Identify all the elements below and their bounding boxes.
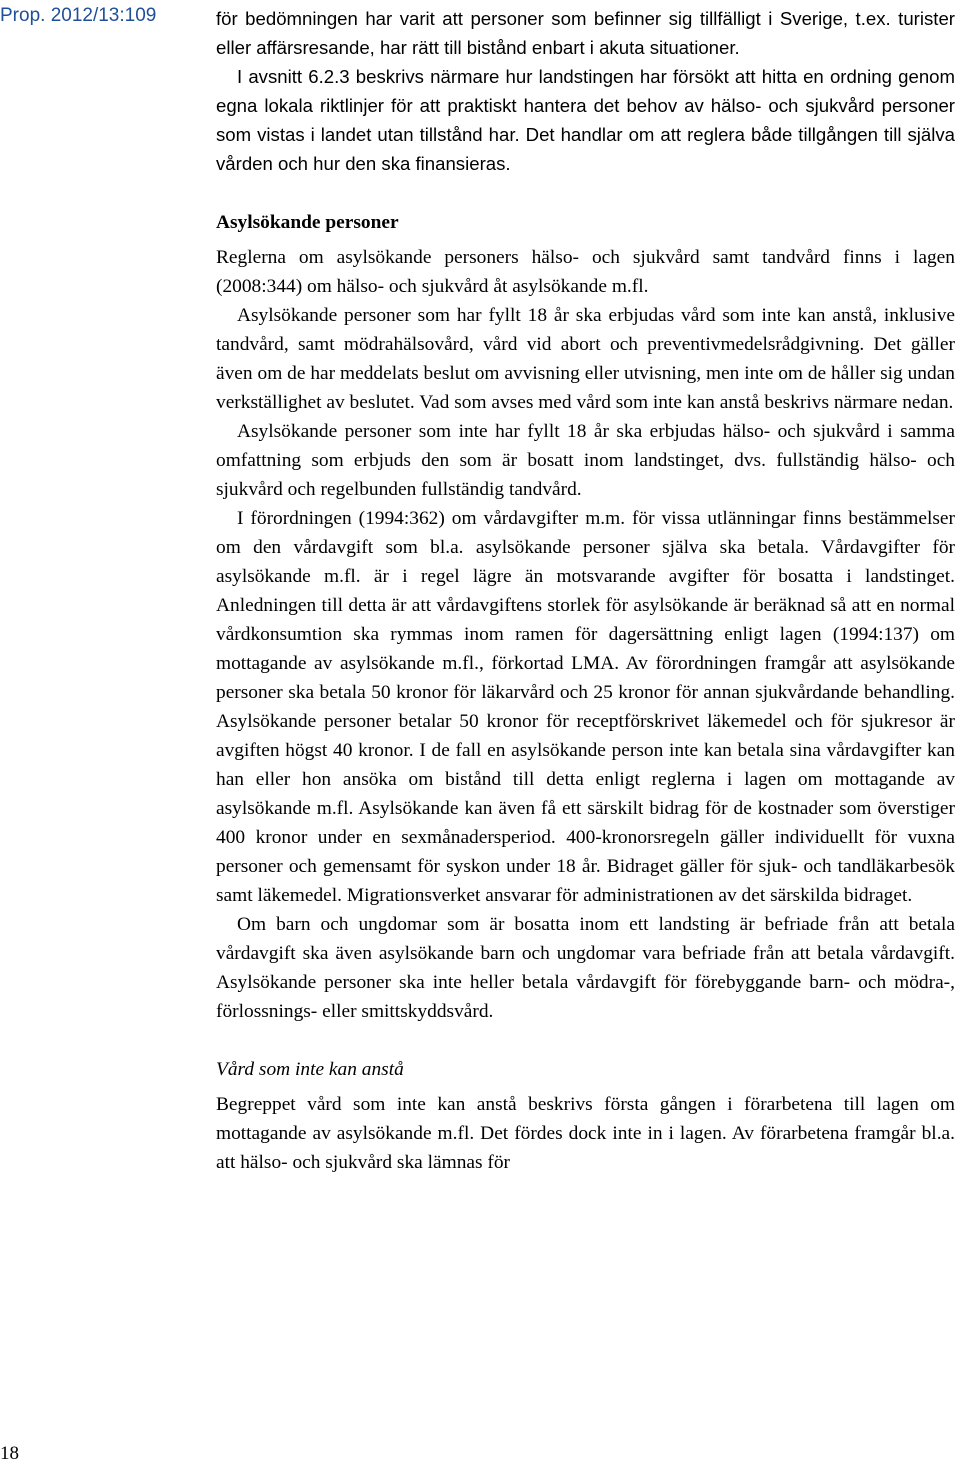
paragraph-continuation: för bedömningen har varit att personer som befinner sig tillfälligt i Sverige, t.ex. turister eller affärsresande, har rätt till bistånd enbart i akuta situationer.: [216, 8, 955, 58]
paragraph: Asylsökande personer som har fyllt 18 år ska erbjudas vård som inte kan anstå, inklusive tandvård, samt mödrahälsovård, vård vid abort och preventivmedelsrådgivning. Det gäller även om de har meddelats beslut om avvisning eller utvisning, men inte om de håller sig undan verkställighet av beslutet. Vad som avses med vård som inte kan anstå beskrivs närmare nedan.: [216, 305, 955, 413]
paragraph-section-reference: I avsnitt 6.2.3 beskrivs närmare hur landstingen har försökt att hitta en ordning genom egna lokala riktlinjer för att praktiskt hantera det behov av hälso- och sjukvård personer som vistas i landet utan tillstånd har. Det handlar om att reglera både tillgången till själva vården och hur den ska finansieras.: [216, 66, 955, 174]
paragraph: Asylsökande personer som inte har fyllt 18 år ska erbjudas hälso- och sjukvård i samma omfattning som erbjuds den som är bosatt inom landstinget, dvs. fullständig hälso- och sjukvård och regelbunden fullständig tandvård.: [216, 421, 955, 500]
paragraph: Reglerna om asylsökande personers hälso- och sjukvård samt tandvård finns i lagen (2008:344) om hälso- och sjukvård åt asylsökande m.fl.: [216, 247, 955, 297]
paragraph: I förordningen (1994:362) om vårdavgifter m.m. för vissa utlänningar finns bestämmelser om den vårdavgift som bl.a. asylsökande personer själva ska betala. Vårdavgifter för asylsökande m.fl. är i regel lägre än motsvarande avgifter för bosatta i landstinget. Anledningen till detta är att vårdavgiftens storlek för asylsökande är beräknad så att en normal vårdkonsumtion ska rymmas inom ramen för dagersättning enligt lagen (1994:137) om mottagande av asylsökande m.fl., förkortad LMA. Av förordningen framgår att asylsökande personer ska betala 50 kronor för läkarvård och 25 kronor för annan sjukvårdande behandling. Asylsökande personer betalar 50 kronor för receptförskrivet läkemedel och för sjukresor är avgiften högst 40 kronor. I de fall en asylsökande person inte kan betala sina vårdavgifter kan han eller hon ansöka om bistånd till detta enligt reglerna i lagen om mottagande av asylsökande m.fl. Asylsökande kan även få ett särskilt bidrag för de kostnader som överstiger 400 kronor under en sexmånadersperiod. 400-kronorsregeln gäller individuellt för vuxna personer och gemensamt för syskon under 18 år. Bidraget gäller för sjuk- och tandläkarbesök samt läkemedel. Migrationsverket ansvarar för administrationen av det särskilda bidraget.: [216, 508, 955, 906]
paragraph: Begreppet vård som inte kan anstå beskrivs första gången i förarbetena till lagen om mottagande av asylsökande m.fl. Det fördes dock inte in i lagen. Av förarbetena framgår bl.a. att hälso- och sjukvård ska lämnas för: [216, 1094, 955, 1173]
subsection-heading: Vård som inte kan anstå: [216, 1059, 404, 1080]
section-heading: Asylsökande personer: [216, 212, 399, 233]
running-head: Prop. 2012/13:109: [0, 5, 157, 26]
document-body: [216, 4, 955, 1177]
paragraph: Om barn och ungdomar som är bosatta inom ett landsting är befriade från att betala vårdavgift ska även asylsökande barn och ungdomar vara befriade från att betala vårdavgift. Asylsökande personer ska inte heller betala vårdavgift för förebyggande barn- och mödra-, förlossnings- eller smittskyddsvård.: [216, 914, 955, 1022]
page-number: 18: [0, 1443, 19, 1464]
